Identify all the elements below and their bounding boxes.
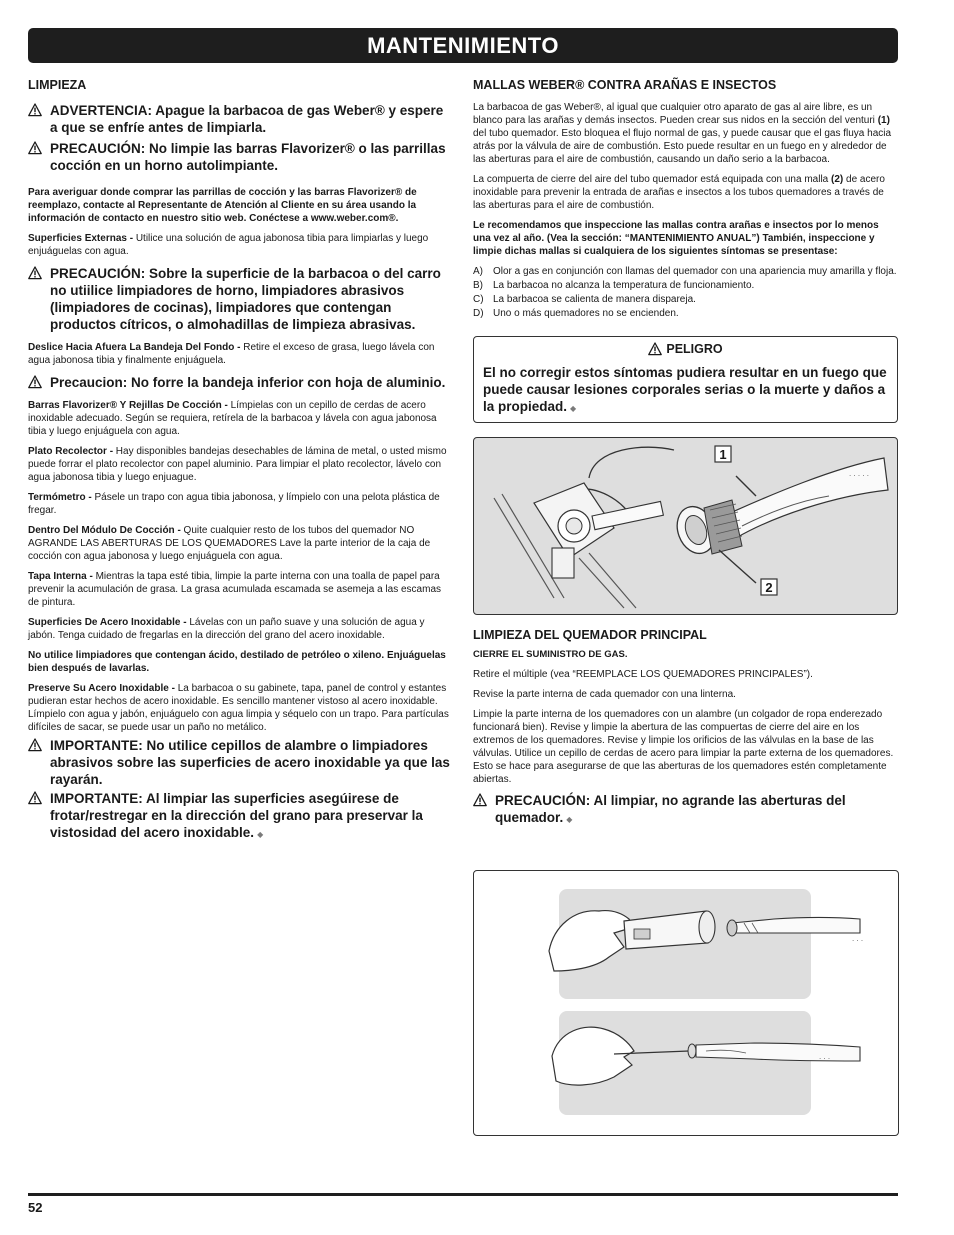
spider-paragraph-3: Le recomendamos que inspeccione las mallas contra arañas e insectos por lo menos una vez al año. (Vea la sección: “MANTENIMIENTO ANUAL”) También, inspeccione y limpie dichas mallas si cualquiera de los siguientes síntomas se presentase: [473, 220, 879, 257]
flavorizer-bars-paragraph: Barras Flavorizer® Y Rejillas De Cocción - Límpielas con un cepillo de cerdas de acero inoxidable adecuado. Según se requiera, retírela de la barbacoa y lávela con agua jabonosa tibia y luego enjuáguela con agua. [28, 400, 437, 437]
warning-triangle-icon [648, 342, 662, 356]
warning-self-clean-oven: PRECAUCIÓN: No limpie las barras Flavorizer® o las parrillas cocción en un horno autolimpiante. [28, 140, 454, 174]
danger-box [473, 336, 898, 423]
preserve-stainless-paragraph: Preserve Su Acero Inoxidable - La barbacoa o su gabinete, tapa, panel de control y estantes pudieran estar hechos de acero inoxidable. Es sencillo mantener vistoso al acero inoxidable. Límpielo con agua y jabón, enjuáguelo con agua limpia y séquelo con un trapo. Para partículas difíciles de sacar, se puede usar un paño no metálico. [28, 683, 449, 733]
svg-text:. . .: . . . [852, 935, 864, 943]
svg-text:. . . . .: . . . . . [849, 470, 870, 478]
acid-cleaner-note: No utilice limpiadores que contengan ácido, destilado de petróleo o xileno. Enjuáguelas bien después de lavarlas. [28, 650, 446, 674]
purchase-note: Para averiguar donde comprar las parrillas de cocción y las barras Flavorizer® de reemplazo, contacte al Representante de Atención al Cliente en su área usando la información de contacto en nuestro sitio web. Conéctese a www.weber.com®. [28, 187, 417, 224]
left-column [28, 78, 454, 847]
section-title-spider-screens: MALLAS WEBER® CONTRA ARAÑAS E INSECTOS [473, 78, 777, 92]
cook-box-paragraph: Dentro Del Módulo De Cocción - Quite cualquier resto de los tubos del quemador NO AGRANDE LAS ABERTURAS DE LOS QUEMADORES Lave la parte interior de la caja de cocción con agua jabonosa y luego enjuáguela con agua. [28, 525, 431, 562]
catch-pan-paragraph: Plato Recolector - Hay disponibles bandejas desechables de lámina de metal, o usted mismo puede forrar el plato recolector con papel aluminio. Para limpiar el plato recolector, lávelo con agua jabonosa tibia y luego enjuague. [28, 446, 447, 483]
diamond-icon: ◆ [570, 404, 577, 413]
page-title: MANTENIMIENTO [367, 32, 559, 58]
warning-triangle-icon [473, 793, 487, 807]
svg-text:. . .: . . . [819, 1053, 831, 1061]
stainless-surfaces-paragraph: Superficies De Acero Inoxidable - Lávelas con un paño suave y una solución de agua y jabón. Tenga cuidado de fregarlas en la dirección del grano del acero inoxidable. [28, 617, 425, 641]
gas-off-note: CIERRE EL SUMINISTRO DE GAS. [473, 649, 628, 660]
warning-triangle-icon [28, 103, 42, 117]
danger-text: El no corregir estos síntomas pudiera resultar en un fuego que puede causar lesiones corporales serias o la muerte y daños a la propiedad. ◆ [483, 365, 887, 414]
warning-triangle-icon [28, 738, 42, 752]
warning-do-not-enlarge: PRECAUCIÓN: Al limpiar, no agrande las aberturas del quemador. ◆ [473, 792, 898, 828]
page-number: 52 [28, 1200, 43, 1215]
list-item: A) Olor a gas en conjunción con llamas del quemador con una apariencia muy amarilla y floja. [473, 266, 897, 277]
warning-triangle-icon [28, 266, 42, 280]
warning-turn-off: ADVERTENCIA: Apague la barbacoa de gas Weber® y espere a que se enfríe antes de limpiarla. [28, 102, 454, 136]
section-title-limpieza: LIMPIEZA [28, 78, 87, 92]
page-title-bar [28, 28, 898, 63]
burner-cleaning-illustration [474, 871, 898, 1135]
diamond-icon: ◆ [566, 815, 573, 824]
burner-illustration [474, 438, 897, 614]
bottom-tray-paragraph: Deslice Hacia Afuera La Bandeja Del Fondo - Retire el exceso de grasa, luego lávela con agua jabonosa tibia y finalmente enjuáguela. [28, 342, 435, 366]
warning-triangle-icon [28, 375, 42, 389]
burner-cleaning-figure [473, 870, 899, 1136]
callout-1: 1 [719, 447, 727, 462]
diamond-icon: ◆ [257, 830, 264, 839]
warning-triangle-icon [28, 791, 42, 805]
burner-step-remove: Retire el múltiple (vea “REEMPLACE LOS QUEMADORES PRINCIPALES”). [473, 669, 813, 680]
right-column [473, 78, 898, 832]
callout-2: 2 [765, 580, 773, 595]
warning-no-foil-tray: Precaucion: No forre la bandeja inferior con hoja de aluminio. [28, 374, 454, 391]
spider-paragraph-2: La compuerta de cierre del aire del tubo quemador está equipada con una malla (2) de acero inoxidable para prevenir la entrada de arañas e insectos a los tubos quemadores a través de las aberturas para el aire de combustión. [473, 174, 885, 211]
list-item: B) La barbacoa no alcanza la temperatura de funcionamiento. [473, 280, 755, 291]
warning-triangle-icon [28, 141, 42, 155]
external-surfaces-paragraph: Superficies Externas - Utilice una solución de agua jabonosa tibia para limpiarlas y luego enjuáguelas con agua. [28, 233, 429, 257]
burner-step-clean: Limpie la parte interna de los quemadores con un alambre (un colgador de ropa enderezado funcionará bien). Revise y limpie la abertura de las compuertas de cierre del aire en los extremos de los quemadores. Revise y limpie los orificios de las válvulas en la base de las válvulas. Utilice un cepillo de cerdas de acero para limpiar la parte externa de los quemadores. Esto se hace para asegurarse de que las aberturas de los quemadores estén completamente abiertas. [473, 709, 894, 785]
burner-step-inspect: Revise la parte interna de cada quemador con una linterna. [473, 689, 736, 700]
danger-heading: PELIGRO [483, 342, 888, 356]
warning-no-wire-brush: IMPORTANTE: No utilice cepillos de alambre o limpiadores abrasivos sobre las superficies de acero inoxidable ya que las rayarán. [28, 737, 454, 788]
section-title-burner-cleaning: LIMPIEZA DEL QUEMADOR PRINCIPAL [473, 628, 707, 642]
symptom-list [473, 265, 898, 320]
spider-paragraph-1: La barbacoa de gas Weber®, al igual que cualquier otro aparato de gas al aire libre, es un blanco para las arañas y demás insectos. Pueden crear sus nidos en la sección del venturi (1) del tubo quemador. Esto bloquea el flujo normal de gas, y puede causar que el gas fluya hacia atrás por la válvula de aire de combustión. Esto puede resultar en un fuego en y alrededor de las aberturas para el aire de combustión, causando un daño serio a la barbacoa. [473, 102, 892, 165]
list-item: C) La barbacoa se calienta de manera dispareja. [473, 294, 696, 305]
inner-lid-paragraph: Tapa Interna - Mientras la tapa esté tibia, limpie la parte interna con una toalla de papel para prevenir la acumulación de grasa. La grasa acumulada escamada se asemeja a las escamas de pintura. [28, 571, 442, 608]
warning-no-oven-cleaners: PRECAUCIÓN: Sobre la superficie de la barbacoa o del carro no utiilice limpiadores de horno, limpiadores abrasivos (limpiadores de cocinas), limpiadores que contengan productos cítricos, o almohadillas de limpieza abrasivas. [28, 265, 454, 333]
thermometer-paragraph: Termómetro - Pásele un trapo con agua tibia jabonosa, y límpielo con una pelota plástica de fregar. [28, 492, 440, 516]
warning-grain-direction: IMPORTANTE: Al limpiar las superficies asegúirese de frotar/restregar en la dirección del grano para preservar la vistosidad del acero inoxidable. ◆ [28, 790, 454, 843]
burner-spider-screen-figure [473, 437, 898, 615]
list-item: D) Uno o más quemadores no se encienden. [473, 308, 679, 319]
footer-rule [28, 1193, 898, 1196]
